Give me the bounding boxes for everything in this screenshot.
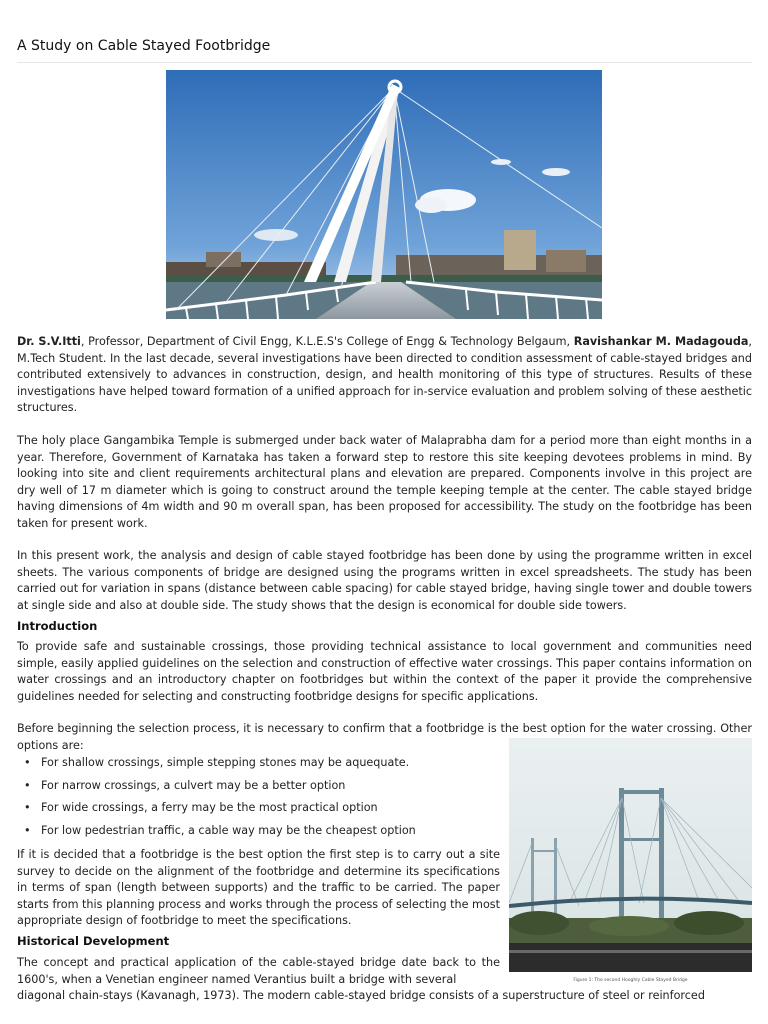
figure-caption: Figure 1: The second Hooghly Cable Stayed Bridge — [573, 978, 688, 983]
heading-historical-development: Historical Development — [17, 934, 170, 948]
list-item: • For narrow crossings, a culvert may be a better option — [24, 778, 346, 792]
paragraph-history-a-text: The concept and practical application of the cable-stayed bridge date back to the 1600's, when a Venetian engineer named Verantius built a bridge with several — [17, 956, 500, 986]
list-item: • For shallow crossings, simple stepping stones may be aquequate. — [24, 756, 410, 769]
hooghly-bridge-photo — [509, 738, 752, 972]
options-list — [17, 755, 497, 846]
list-item: • For low pedestrian traffic, a cable way may be the cheapest option — [24, 824, 416, 838]
intro-paragraph — [17, 334, 752, 417]
heading-introduction: Introduction — [17, 619, 98, 633]
paragraph-crossings-text: To provide safe and sustainable crossings, those providing technical assistance to local government and communities need simple, easily applied guidelines on the selection and construction of effective water crossings. This paper contains information on water crossings and an introductory chapter on footbridges but within the context of the paper it provide the comprehensive guidelines needed for selecting and constructing footbridge designs for specific applications. — [17, 640, 752, 703]
intro-text: , M.Tech Student. In the last decade, several investigations have been directed to condition assessment of cable-stayed bridges and contributed extensively to advances in construction, design, and health monitoring of this type of structures. Results of these investigations have helped toward formation of a unified approach for in-service evaluation and problem solving of these aesthetic structures. — [17, 335, 752, 415]
paragraph-present-work-text: In this present work, the analysis and design of cable stayed footbridge has been done by using the programme written in excel sheets. The various components of bridge are designed using the programs written in excel spreadsheets. The study has been carried out for variation in spans (distance between cable spacing) for cable stayed bridge, having single tower and double towers at single side and also at double side. The study shows that the design is economical for double side towers. — [17, 549, 752, 612]
page-title: A Study on Cable Stayed Footbridge — [17, 38, 752, 63]
paragraph-history-b — [17, 988, 752, 1005]
author-2: Ravishankar M. Madagouda — [573, 335, 749, 348]
paragraph-temple-text: The holy place Gangambika Temple is submerged under back water of Malaprabha dam for a period more than eight months in a year. Therefore, Government of Karnataka has taken a forward step to restore this site keeping devotees problems in mind. By looking into site and client requirements architectural plans and elevation are prepared. Components involve in this project are dry well of 17 m diameter which is going to construct around the temple keeping temple at the center. The cable stayed bridge having dimensions of 4m width and 90 m overall span, has been proposed for accessibility. The study on the footbridge has been taken for present work. — [17, 434, 752, 530]
paragraph-history-b-text: diagonal chain-stays (Kavanagh, 1973). The modern cable-stayed bridge consists of a superstructure of steel or reinforced — [17, 989, 705, 1002]
paragraph-selection-text: Before beginning the selection process, it is necessary to confirm that a footbridge is the best option for the water crossing. Other options are: — [17, 722, 752, 752]
paragraph-history-a — [17, 955, 500, 988]
list-item: • For wide crossings, a ferry may be the most practical option — [24, 801, 378, 815]
paragraph-site-survey — [17, 847, 500, 930]
author-1: Dr. S.V.Itti — [17, 335, 81, 348]
figure-hooghly-bridge — [509, 738, 752, 983]
paragraph-present-work — [17, 548, 752, 614]
paragraph-site-survey-text: If it is decided that a footbridge is the best option the first step is to carry out a site survey to decide on the alignment of the footbridge and determine its specifications in terms of span (length between supports) and the traffic to be carried. The paper starts from this planning process and works through the process of selecting the most appropriate design of footbridge to meet the specifications. — [17, 848, 501, 928]
footbridge-photo — [166, 70, 602, 319]
author-1-role: , Professor, Department of Civil Engg, K.L.E.S's College of Engg & Technology Belgaum, — [80, 335, 574, 348]
paragraph-crossings — [17, 639, 752, 705]
paragraph-temple — [17, 433, 752, 533]
